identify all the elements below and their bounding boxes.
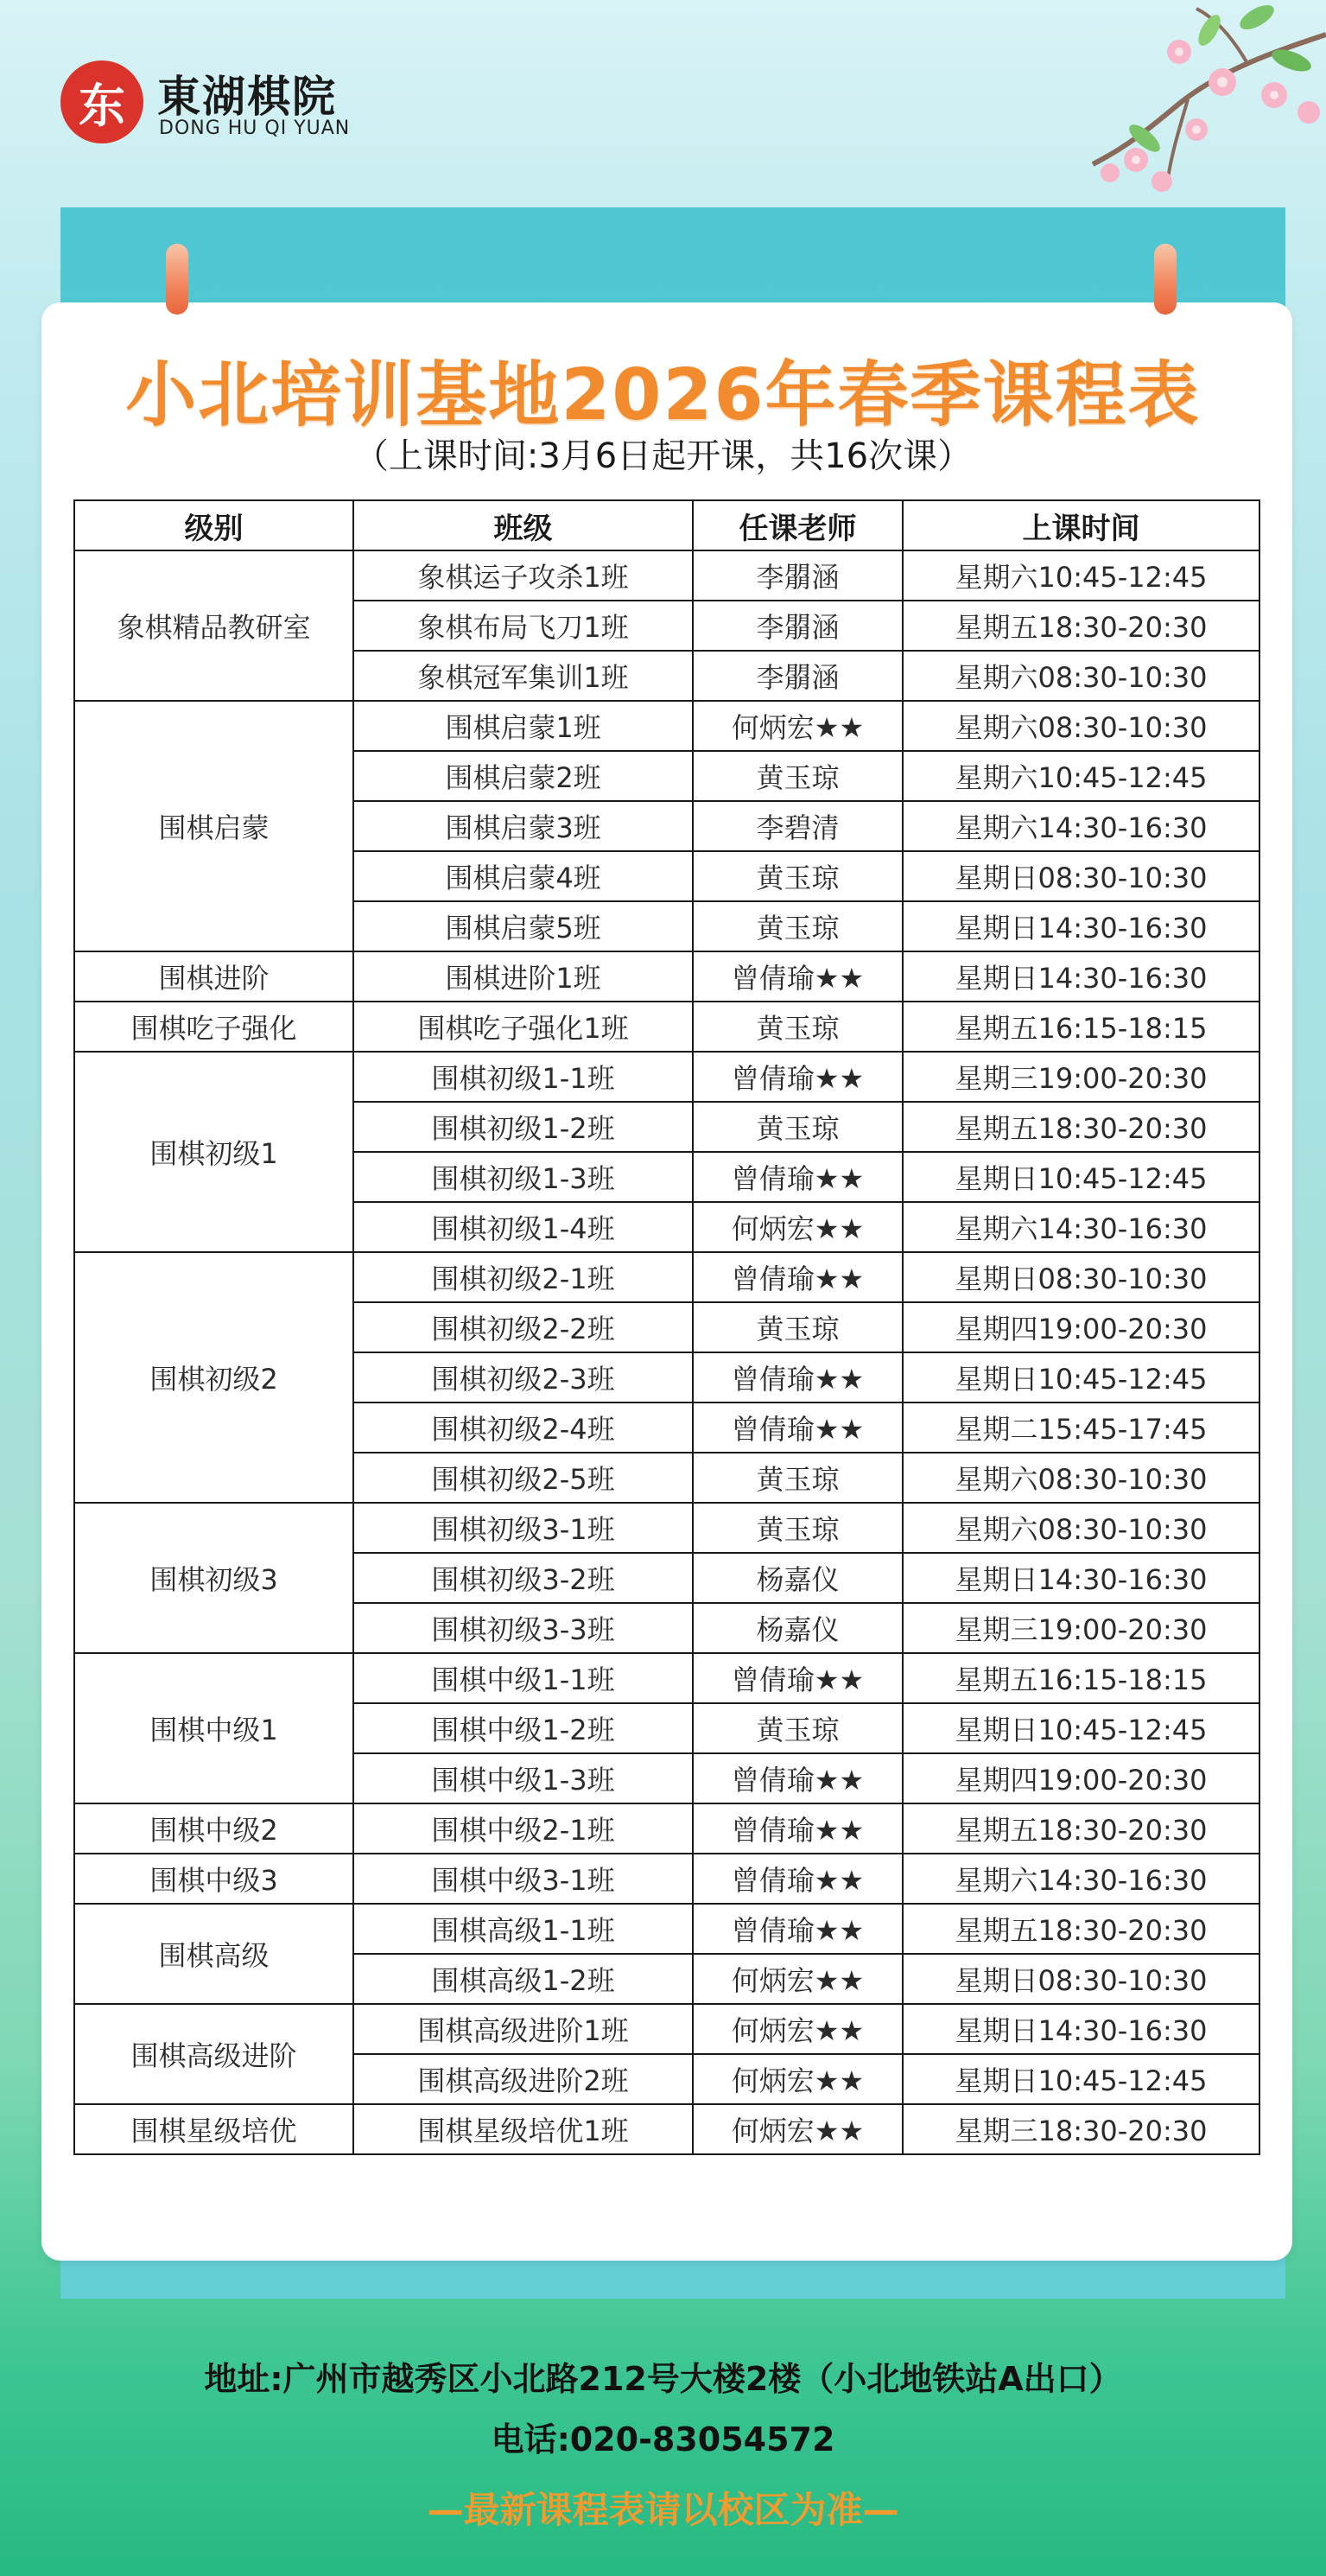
table-row bbox=[74, 951, 1259, 1002]
class-cell: 围棋初级1-4班 bbox=[353, 1202, 693, 1252]
teacher-cell: 李碧清 bbox=[693, 801, 903, 851]
phone-text: 电话:020-83054572 bbox=[491, 2420, 835, 2458]
time-cell: 星期六08:30-10:30 bbox=[903, 1503, 1259, 1553]
class-cell: 围棋初级2-2班 bbox=[353, 1302, 693, 1352]
class-cell: 围棋中级2-1班 bbox=[353, 1803, 693, 1854]
header-time: 上课时间 bbox=[903, 500, 1259, 550]
time-cell: 星期六08:30-10:30 bbox=[903, 1453, 1259, 1503]
table-row bbox=[74, 550, 1259, 601]
schedule-table bbox=[73, 499, 1260, 2155]
teacher-cell: 杨嘉仪 bbox=[693, 1603, 903, 1653]
teacher-cell: 黄玉琼 bbox=[693, 1102, 903, 1152]
time-cell: 星期六08:30-10:30 bbox=[903, 701, 1259, 751]
teacher-cell: 曾倩瑜★★ bbox=[693, 1402, 903, 1453]
table-row bbox=[74, 1252, 1259, 1302]
teacher-cell: 曾倩瑜★★ bbox=[693, 1252, 903, 1302]
time-cell: 星期六14:30-16:30 bbox=[903, 801, 1259, 851]
time-cell: 星期日10:45-12:45 bbox=[903, 2054, 1259, 2104]
level-cell: 围棋初级3 bbox=[74, 1503, 353, 1653]
time-cell: 星期四19:00-20:30 bbox=[903, 1302, 1259, 1352]
table-header-row bbox=[74, 500, 1259, 550]
time-cell: 星期日08:30-10:30 bbox=[903, 1954, 1259, 2004]
time-cell: 星期三19:00-20:30 bbox=[903, 1603, 1259, 1653]
teacher-cell: 曾倩瑜★★ bbox=[693, 1352, 903, 1402]
teacher-cell: 黄玉琼 bbox=[693, 901, 903, 951]
header-level: 级别 bbox=[74, 500, 353, 550]
table-row bbox=[74, 2104, 1259, 2154]
level-cell: 围棋初级1 bbox=[74, 1052, 353, 1252]
teacher-cell: 何炳宏★★ bbox=[693, 701, 903, 751]
class-cell: 围棋高级进阶1班 bbox=[353, 2004, 693, 2054]
logo-name-cn: 東湖棋院 bbox=[157, 71, 337, 122]
schedule-body bbox=[74, 550, 1259, 2154]
teacher-cell: 黄玉琼 bbox=[693, 1002, 903, 1052]
time-cell: 星期日08:30-10:30 bbox=[903, 1252, 1259, 1302]
time-cell: 星期日10:45-12:45 bbox=[903, 1152, 1259, 1202]
table-row bbox=[74, 2004, 1259, 2054]
time-cell: 星期五18:30-20:30 bbox=[903, 1803, 1259, 1854]
table-row bbox=[74, 1803, 1259, 1854]
time-cell: 星期日10:45-12:45 bbox=[903, 1703, 1259, 1753]
time-cell: 星期二15:45-17:45 bbox=[903, 1402, 1259, 1453]
teacher-cell: 曾倩瑜★★ bbox=[693, 1854, 903, 1904]
teacher-cell: 李朤涵 bbox=[693, 651, 903, 701]
time-cell: 星期日10:45-12:45 bbox=[903, 1352, 1259, 1402]
class-cell: 围棋启蒙2班 bbox=[353, 751, 693, 801]
time-cell: 星期日14:30-16:30 bbox=[903, 901, 1259, 951]
logo-mark-icon: 东 bbox=[60, 60, 143, 143]
teacher-cell: 黄玉琼 bbox=[693, 851, 903, 901]
pin-right-icon bbox=[1154, 244, 1177, 315]
time-cell: 星期五16:15-18:15 bbox=[903, 1002, 1259, 1052]
time-cell: 星期六10:45-12:45 bbox=[903, 751, 1259, 801]
teacher-cell: 杨嘉仪 bbox=[693, 1553, 903, 1603]
time-cell: 星期五18:30-20:30 bbox=[903, 1102, 1259, 1152]
class-cell: 象棋布局飞刀1班 bbox=[353, 601, 693, 651]
table-row bbox=[74, 701, 1259, 751]
teacher-cell: 曾倩瑜★★ bbox=[693, 1753, 903, 1803]
teacher-cell: 黄玉琼 bbox=[693, 751, 903, 801]
level-cell: 象棋精品教研室 bbox=[74, 550, 353, 701]
level-cell: 围棋启蒙 bbox=[74, 701, 353, 951]
class-cell: 围棋初级1-3班 bbox=[353, 1152, 693, 1202]
level-cell: 围棋进阶 bbox=[74, 951, 353, 1002]
time-cell: 星期五16:15-18:15 bbox=[903, 1653, 1259, 1703]
class-cell: 围棋启蒙5班 bbox=[353, 901, 693, 951]
table-row bbox=[74, 1854, 1259, 1904]
teacher-cell: 曾倩瑜★★ bbox=[693, 1653, 903, 1703]
table-row bbox=[74, 1904, 1259, 1954]
schedule-note: —最新课程表请以校区为准— bbox=[427, 2489, 899, 2531]
class-cell: 围棋启蒙1班 bbox=[353, 701, 693, 751]
time-cell: 星期日14:30-16:30 bbox=[903, 951, 1259, 1002]
teacher-cell: 黄玉琼 bbox=[693, 1703, 903, 1753]
time-cell: 星期五18:30-20:30 bbox=[903, 601, 1259, 651]
teacher-cell: 曾倩瑜★★ bbox=[693, 1803, 903, 1854]
level-cell: 围棋高级 bbox=[74, 1904, 353, 2004]
time-cell: 星期三18:30-20:30 bbox=[903, 2104, 1259, 2154]
class-cell: 围棋启蒙3班 bbox=[353, 801, 693, 851]
level-cell: 围棋中级3 bbox=[74, 1854, 353, 1904]
class-cell: 围棋中级1-2班 bbox=[353, 1703, 693, 1753]
class-cell: 围棋初级3-1班 bbox=[353, 1503, 693, 1553]
level-cell: 围棋中级1 bbox=[74, 1653, 353, 1803]
class-cell: 围棋高级1-1班 bbox=[353, 1904, 693, 1954]
cherry-blossom-icon bbox=[963, 0, 1326, 207]
teacher-cell: 曾倩瑜★★ bbox=[693, 1904, 903, 1954]
level-cell: 围棋星级培优 bbox=[74, 2104, 353, 2154]
teacher-cell: 李朤涵 bbox=[693, 550, 903, 601]
class-cell: 围棋初级3-3班 bbox=[353, 1603, 693, 1653]
teacher-cell: 李朤涵 bbox=[693, 601, 903, 651]
teacher-cell: 何炳宏★★ bbox=[693, 2104, 903, 2154]
teacher-cell: 何炳宏★★ bbox=[693, 1954, 903, 2004]
logo-name-en: DONG HU QI YUAN bbox=[159, 118, 351, 139]
teacher-cell: 何炳宏★★ bbox=[693, 1202, 903, 1252]
time-cell: 星期四19:00-20:30 bbox=[903, 1753, 1259, 1803]
class-cell: 围棋星级培优1班 bbox=[353, 2104, 693, 2154]
teacher-cell: 曾倩瑜★★ bbox=[693, 951, 903, 1002]
time-cell: 星期日08:30-10:30 bbox=[903, 851, 1259, 901]
page-title: 小北培训基地2026年春季课程表 bbox=[125, 354, 1201, 436]
class-cell: 围棋启蒙4班 bbox=[353, 851, 693, 901]
time-cell: 星期六14:30-16:30 bbox=[903, 1202, 1259, 1252]
level-cell: 围棋初级2 bbox=[74, 1252, 353, 1503]
class-cell: 围棋中级1-1班 bbox=[353, 1653, 693, 1703]
teacher-cell: 何炳宏★★ bbox=[693, 2054, 903, 2104]
class-cell: 围棋高级进阶2班 bbox=[353, 2054, 693, 2104]
class-cell: 围棋初级2-1班 bbox=[353, 1252, 693, 1302]
class-cell: 围棋初级2-5班 bbox=[353, 1453, 693, 1503]
class-cell: 围棋高级1-2班 bbox=[353, 1954, 693, 2004]
time-cell: 星期三19:00-20:30 bbox=[903, 1052, 1259, 1102]
teacher-cell: 黄玉琼 bbox=[693, 1302, 903, 1352]
page-subtitle: （上课时间:3月6日起开课，共16次课） bbox=[353, 436, 973, 476]
class-cell: 围棋初级1-1班 bbox=[353, 1052, 693, 1102]
teacher-cell: 曾倩瑜★★ bbox=[693, 1152, 903, 1202]
pin-left-icon bbox=[166, 244, 188, 315]
class-cell: 围棋中级1-3班 bbox=[353, 1753, 693, 1803]
table-row bbox=[74, 1503, 1259, 1553]
time-cell: 星期六08:30-10:30 bbox=[903, 651, 1259, 701]
level-cell: 围棋吃子强化 bbox=[74, 1002, 353, 1052]
time-cell: 星期日14:30-16:30 bbox=[903, 1553, 1259, 1603]
class-cell: 象棋冠军集训1班 bbox=[353, 651, 693, 701]
class-cell: 围棋初级3-2班 bbox=[353, 1553, 693, 1603]
class-cell: 围棋进阶1班 bbox=[353, 951, 693, 1002]
table-row bbox=[74, 1653, 1259, 1703]
time-cell: 星期五18:30-20:30 bbox=[903, 1904, 1259, 1954]
address-text: 地址:广州市越秀区小北路212号大楼2楼（小北地铁站A出口） bbox=[204, 2360, 1122, 2398]
header-class: 班级 bbox=[353, 500, 693, 550]
teacher-cell: 黄玉琼 bbox=[693, 1453, 903, 1503]
teacher-cell: 黄玉琼 bbox=[693, 1503, 903, 1553]
class-cell: 围棋中级3-1班 bbox=[353, 1854, 693, 1904]
table-row bbox=[74, 1002, 1259, 1052]
level-cell: 围棋高级进阶 bbox=[74, 2004, 353, 2104]
level-cell: 围棋中级2 bbox=[74, 1803, 353, 1854]
class-cell: 象棋运子攻杀1班 bbox=[353, 550, 693, 601]
class-cell: 围棋初级1-2班 bbox=[353, 1102, 693, 1152]
table-row bbox=[74, 1052, 1259, 1102]
time-cell: 星期日14:30-16:30 bbox=[903, 2004, 1259, 2054]
time-cell: 星期六10:45-12:45 bbox=[903, 550, 1259, 601]
class-cell: 围棋初级2-4班 bbox=[353, 1402, 693, 1453]
class-cell: 围棋吃子强化1班 bbox=[353, 1002, 693, 1052]
teacher-cell: 何炳宏★★ bbox=[693, 2004, 903, 2054]
logo bbox=[60, 60, 354, 147]
header-teacher: 任课老师 bbox=[693, 500, 903, 550]
class-cell: 围棋初级2-3班 bbox=[353, 1352, 693, 1402]
time-cell: 星期六14:30-16:30 bbox=[903, 1854, 1259, 1904]
teacher-cell: 曾倩瑜★★ bbox=[693, 1052, 903, 1102]
